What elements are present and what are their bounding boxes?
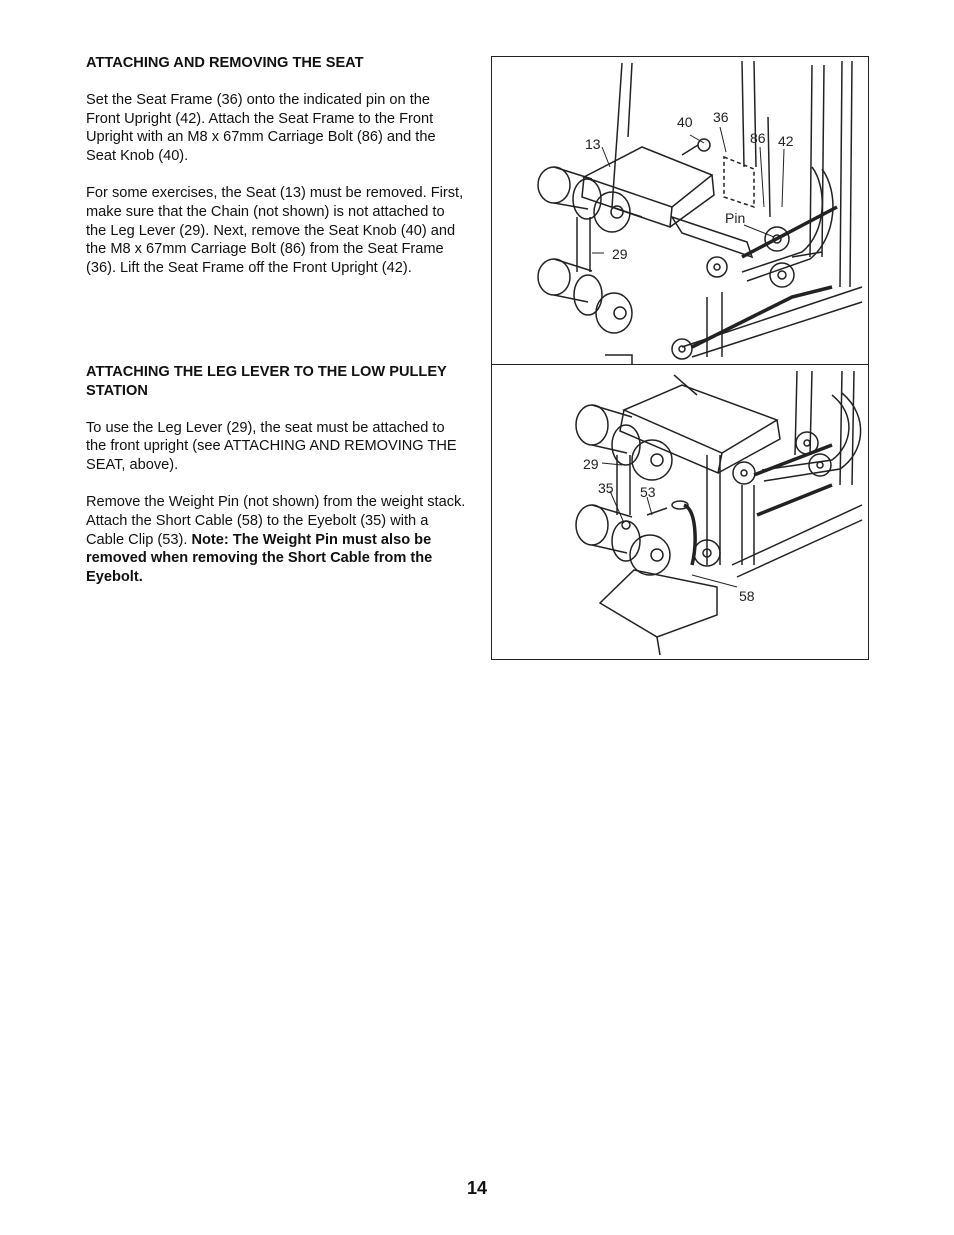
callout-53: 53 [640, 484, 656, 500]
callout-58: 58 [739, 588, 755, 604]
callout-29: 29 [612, 246, 628, 262]
seat-attachment-figure [491, 56, 869, 366]
callout-86: 86 [750, 130, 766, 146]
page-number: 14 [466, 1178, 488, 1198]
callout-36: 36 [713, 109, 729, 125]
seat-section-heading: ATTACHING AND REMOVING THE SEAT [86, 55, 364, 71]
callout-13: 13 [585, 136, 601, 152]
callout-29-leg-lever: 29 [583, 456, 599, 472]
seat-attachment-drawing [492, 57, 868, 365]
callout-42: 42 [778, 133, 794, 149]
weight-pin-note: Note: The Weight Pin must also be removed when removing the Short Cable from the Eyebolt. [86, 531, 433, 586]
leg-lever-section-paragraph-2 [86, 493, 466, 587]
leg-lever-section-paragraph-1: To use the Leg Lever (29), the seat must be attached to the front upright (see ATTACHING AND REMOVING THE SEAT, above). [86, 419, 457, 474]
callout-pin: Pin [725, 210, 746, 226]
leg-lever-section-heading: ATTACHING THE LEG LEVER TO THE LOW PULLEY STATION [86, 364, 447, 399]
leg-lever-figure [491, 364, 869, 660]
seat-section-paragraph-1: Set the Seat Frame (36) onto the indicated pin on the Front Upright (42). Attach the Seat Frame to the Front Upright with an M8 x 67mm Carriage Bolt (86) and the Seat Knob (40). [86, 91, 436, 165]
seat-section [86, 54, 466, 278]
leg-lever-drawing [492, 365, 868, 659]
leg-lever-instruction-text: Remove the Weight Pin (not shown) from the weight stack. Attach the Short Cable (58) to the Eyebolt (35) with a Cable Clip (53). [86, 493, 466, 548]
leg-lever-section [86, 363, 466, 587]
seat-section-paragraph-2: For some exercises, the Seat (13) must be removed. First, make sure that the Chain (not shown) is not attached to the Leg Lever (29). Next, remove the Seat Knob (40) and the M8 x 67mm Carriage Bolt (86) from the Seat Frame (36). Lift the Seat Frame off the Front Upright (42). [86, 184, 464, 277]
callout-40: 40 [677, 114, 693, 130]
callout-35: 35 [598, 480, 614, 496]
